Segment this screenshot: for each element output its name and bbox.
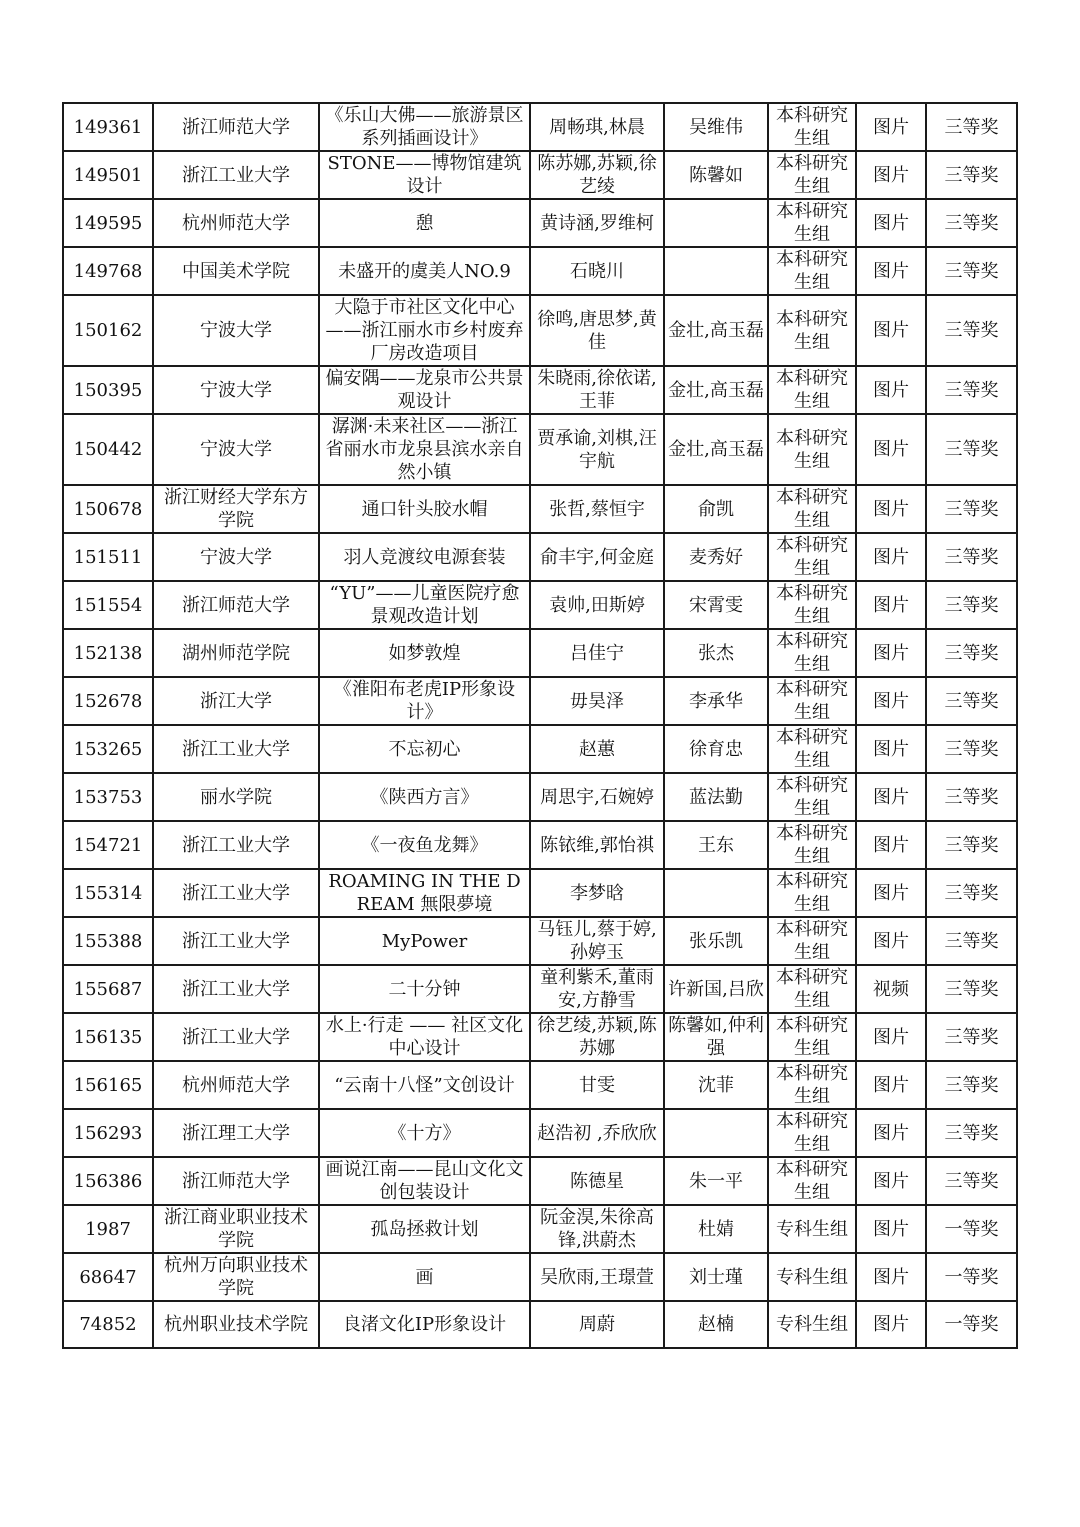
type-cell: 图片	[856, 151, 926, 199]
advisor-cell: 陈馨如,仲利强	[664, 1013, 768, 1061]
group-cell: 本科研究生组	[768, 1061, 856, 1109]
award-cell: 三等奖	[926, 533, 1017, 581]
school-cell: 浙江工业大学	[153, 965, 319, 1013]
title-cell: 未盛开的虞美人NO.9	[319, 247, 530, 295]
type-cell: 图片	[856, 103, 926, 151]
type-cell: 图片	[856, 485, 926, 533]
table-row	[63, 1253, 1017, 1301]
group-cell: 本科研究生组	[768, 199, 856, 247]
id-cell: 149768	[63, 247, 153, 295]
authors-cell: 徐艺绫,苏颖,陈苏娜	[530, 1013, 664, 1061]
title-cell: 憩	[319, 199, 530, 247]
id-cell: 150442	[63, 414, 153, 485]
id-cell: 150678	[63, 485, 153, 533]
title-cell: 《淮阳布老虎IP形象设计》	[319, 677, 530, 725]
title-cell: 《一夜鱼龙舞》	[319, 821, 530, 869]
title-cell: 孤岛拯救计划	[319, 1205, 530, 1253]
advisor-cell	[664, 1109, 768, 1157]
id-cell: 149361	[63, 103, 153, 151]
type-cell: 图片	[856, 1157, 926, 1205]
award-cell: 一等奖	[926, 1253, 1017, 1301]
type-cell: 图片	[856, 1061, 926, 1109]
advisor-cell: 陈馨如	[664, 151, 768, 199]
school-cell: 湖州师范学院	[153, 629, 319, 677]
type-cell: 图片	[856, 1109, 926, 1157]
title-cell: 如梦敦煌	[319, 629, 530, 677]
authors-cell: 黄诗涵,罗维柯	[530, 199, 664, 247]
id-cell: 1987	[63, 1205, 153, 1253]
award-cell: 三等奖	[926, 773, 1017, 821]
table-row	[63, 533, 1017, 581]
school-cell: 浙江财经大学东方学院	[153, 485, 319, 533]
table-row	[63, 917, 1017, 965]
type-cell: 图片	[856, 581, 926, 629]
advisor-cell: 赵楠	[664, 1301, 768, 1348]
group-cell: 本科研究生组	[768, 151, 856, 199]
table-row	[63, 1109, 1017, 1157]
title-cell: 羽人竞渡纹电源套装	[319, 533, 530, 581]
title-cell: 通口针头胶水帽	[319, 485, 530, 533]
authors-cell: 毋昊泽	[530, 677, 664, 725]
id-cell: 149501	[63, 151, 153, 199]
table-row	[63, 773, 1017, 821]
advisor-cell: 俞凯	[664, 485, 768, 533]
school-cell: 浙江师范大学	[153, 581, 319, 629]
table-row	[63, 1301, 1017, 1348]
award-cell: 三等奖	[926, 677, 1017, 725]
group-cell: 本科研究生组	[768, 629, 856, 677]
table-row	[63, 821, 1017, 869]
school-cell: 浙江工业大学	[153, 917, 319, 965]
title-cell: 大隐于市社区文化中心——浙江丽水市乡村废弃厂房改造项目	[319, 295, 530, 366]
school-cell: 杭州师范大学	[153, 199, 319, 247]
title-cell: 水上·行走 —— 社区文化中心设计	[319, 1013, 530, 1061]
group-cell: 本科研究生组	[768, 247, 856, 295]
title-cell: 潺渊·未来社区——浙江省丽水市龙泉县滨水亲自然小镇	[319, 414, 530, 485]
type-cell: 图片	[856, 821, 926, 869]
authors-cell: 陈铱维,郭怡祺	[530, 821, 664, 869]
type-cell: 图片	[856, 1253, 926, 1301]
title-cell: 《乐山大佛——旅游景区系列插画设计》	[319, 103, 530, 151]
advisor-cell: 李承华	[664, 677, 768, 725]
school-cell: 浙江师范大学	[153, 103, 319, 151]
id-cell: 152678	[63, 677, 153, 725]
title-cell: 《陕西方言》	[319, 773, 530, 821]
id-cell: 154721	[63, 821, 153, 869]
type-cell: 图片	[856, 366, 926, 414]
advisor-cell: 金壮,高玉磊	[664, 295, 768, 366]
authors-cell: 甘雯	[530, 1061, 664, 1109]
advisor-cell: 沈菲	[664, 1061, 768, 1109]
type-cell: 图片	[856, 247, 926, 295]
type-cell: 图片	[856, 1301, 926, 1348]
advisor-cell: 王东	[664, 821, 768, 869]
title-cell: 《十方》	[319, 1109, 530, 1157]
id-cell: 153753	[63, 773, 153, 821]
award-cell: 三等奖	[926, 366, 1017, 414]
authors-cell: 吴欣雨,王璟萱	[530, 1253, 664, 1301]
id-cell: 155687	[63, 965, 153, 1013]
id-cell: 149595	[63, 199, 153, 247]
authors-cell: 马钰儿,蔡于婷,孙婷玉	[530, 917, 664, 965]
authors-cell: 赵蕙	[530, 725, 664, 773]
type-cell: 图片	[856, 773, 926, 821]
group-cell: 本科研究生组	[768, 821, 856, 869]
type-cell: 图片	[856, 677, 926, 725]
title-cell: 偏安隅——龙泉市公共景观设计	[319, 366, 530, 414]
group-cell: 专科生组	[768, 1301, 856, 1348]
table-row	[63, 965, 1017, 1013]
authors-cell: 周思宇,石婉婷	[530, 773, 664, 821]
group-cell: 本科研究生组	[768, 485, 856, 533]
advisor-cell: 吴维伟	[664, 103, 768, 151]
school-cell: 宁波大学	[153, 533, 319, 581]
school-cell: 浙江师范大学	[153, 1157, 319, 1205]
award-cell: 三等奖	[926, 247, 1017, 295]
advisor-cell: 麦秀好	[664, 533, 768, 581]
id-cell: 152138	[63, 629, 153, 677]
table-row	[63, 869, 1017, 917]
group-cell: 本科研究生组	[768, 533, 856, 581]
id-cell: 151554	[63, 581, 153, 629]
id-cell: 151511	[63, 533, 153, 581]
school-cell: 浙江工业大学	[153, 725, 319, 773]
advisor-cell: 徐育忠	[664, 725, 768, 773]
id-cell: 156135	[63, 1013, 153, 1061]
school-cell: 浙江工业大学	[153, 821, 319, 869]
authors-cell: 陈苏娜,苏颖,徐艺绫	[530, 151, 664, 199]
group-cell: 本科研究生组	[768, 965, 856, 1013]
authors-cell: 张哲,蔡恒宇	[530, 485, 664, 533]
group-cell: 本科研究生组	[768, 366, 856, 414]
group-cell: 专科生组	[768, 1253, 856, 1301]
table-row	[63, 151, 1017, 199]
table-row	[63, 199, 1017, 247]
advisor-cell	[664, 247, 768, 295]
id-cell: 153265	[63, 725, 153, 773]
id-cell: 74852	[63, 1301, 153, 1348]
school-cell: 杭州万向职业技术学院	[153, 1253, 319, 1301]
table-row	[63, 581, 1017, 629]
award-table	[62, 102, 1018, 1349]
authors-cell: 李梦晗	[530, 869, 664, 917]
school-cell: 中国美术学院	[153, 247, 319, 295]
award-cell: 三等奖	[926, 1157, 1017, 1205]
table-row	[63, 1061, 1017, 1109]
title-cell: “YU”——儿童医院疗愈景观改造计划	[319, 581, 530, 629]
school-cell: 杭州师范大学	[153, 1061, 319, 1109]
title-cell: MyPower	[319, 917, 530, 965]
type-cell: 视频	[856, 965, 926, 1013]
title-cell: 二十分钟	[319, 965, 530, 1013]
group-cell: 本科研究生组	[768, 917, 856, 965]
title-cell: ROAMING IN THE DREAM 無限夢境	[319, 869, 530, 917]
authors-cell: 周蔚	[530, 1301, 664, 1348]
type-cell: 图片	[856, 869, 926, 917]
group-cell: 本科研究生组	[768, 1013, 856, 1061]
award-cell: 三等奖	[926, 103, 1017, 151]
title-cell: 画	[319, 1253, 530, 1301]
type-cell: 图片	[856, 725, 926, 773]
type-cell: 图片	[856, 414, 926, 485]
id-cell: 155314	[63, 869, 153, 917]
title-cell: 良渚文化IP形象设计	[319, 1301, 530, 1348]
id-cell: 155388	[63, 917, 153, 965]
authors-cell: 阮金淏,朱徐高锋,洪蔚杰	[530, 1205, 664, 1253]
type-cell: 图片	[856, 629, 926, 677]
group-cell: 本科研究生组	[768, 773, 856, 821]
id-cell: 150162	[63, 295, 153, 366]
group-cell: 本科研究生组	[768, 1109, 856, 1157]
award-cell: 三等奖	[926, 199, 1017, 247]
type-cell: 图片	[856, 1013, 926, 1061]
school-cell: 浙江工业大学	[153, 869, 319, 917]
authors-cell: 赵浩初 ,乔欣欣	[530, 1109, 664, 1157]
group-cell: 本科研究生组	[768, 1157, 856, 1205]
award-cell: 三等奖	[926, 581, 1017, 629]
table-row	[63, 414, 1017, 485]
group-cell: 本科研究生组	[768, 103, 856, 151]
authors-cell: 俞丰宇,何金庭	[530, 533, 664, 581]
title-cell: 画说江南——昆山文化文创包装设计	[319, 1157, 530, 1205]
advisor-cell: 金壮,高玉磊	[664, 414, 768, 485]
school-cell: 杭州职业技术学院	[153, 1301, 319, 1348]
school-cell: 宁波大学	[153, 414, 319, 485]
advisor-cell: 杜婧	[664, 1205, 768, 1253]
school-cell: 浙江工业大学	[153, 1013, 319, 1061]
id-cell: 156165	[63, 1061, 153, 1109]
school-cell: 浙江理工大学	[153, 1109, 319, 1157]
authors-cell: 石晓川	[530, 247, 664, 295]
title-cell: 不忘初心	[319, 725, 530, 773]
authors-cell: 吕佳宁	[530, 629, 664, 677]
type-cell: 图片	[856, 917, 926, 965]
school-cell: 宁波大学	[153, 295, 319, 366]
group-cell: 本科研究生组	[768, 581, 856, 629]
award-cell: 三等奖	[926, 485, 1017, 533]
id-cell: 68647	[63, 1253, 153, 1301]
id-cell: 150395	[63, 366, 153, 414]
type-cell: 图片	[856, 295, 926, 366]
authors-cell: 朱晓雨,徐依诺,王菲	[530, 366, 664, 414]
table-row	[63, 629, 1017, 677]
advisor-cell: 朱一平	[664, 1157, 768, 1205]
title-cell: “云南十八怪”文创设计	[319, 1061, 530, 1109]
award-cell: 三等奖	[926, 1061, 1017, 1109]
title-cell: STONE——博物馆建筑设计	[319, 151, 530, 199]
authors-cell: 贾承谕,刘棋,汪宇航	[530, 414, 664, 485]
type-cell: 图片	[856, 1205, 926, 1253]
table-row	[63, 677, 1017, 725]
group-cell: 本科研究生组	[768, 677, 856, 725]
authors-cell: 徐鸣,唐思梦,黄佳	[530, 295, 664, 366]
authors-cell: 陈德星	[530, 1157, 664, 1205]
id-cell: 156386	[63, 1157, 153, 1205]
advisor-cell	[664, 199, 768, 247]
advisor-cell: 张乐凯	[664, 917, 768, 965]
award-cell: 一等奖	[926, 1301, 1017, 1348]
school-cell: 宁波大学	[153, 366, 319, 414]
award-cell: 三等奖	[926, 1013, 1017, 1061]
table-row	[63, 103, 1017, 151]
advisor-cell: 张杰	[664, 629, 768, 677]
award-cell: 三等奖	[926, 414, 1017, 485]
authors-cell: 童利紫禾,董雨安,方静雪	[530, 965, 664, 1013]
award-cell: 三等奖	[926, 965, 1017, 1013]
group-cell: 本科研究生组	[768, 295, 856, 366]
advisor-cell: 刘士瑾	[664, 1253, 768, 1301]
table-row	[63, 366, 1017, 414]
group-cell: 本科研究生组	[768, 725, 856, 773]
table-row	[63, 295, 1017, 366]
group-cell: 专科生组	[768, 1205, 856, 1253]
school-cell: 丽水学院	[153, 773, 319, 821]
advisor-cell: 许新国,吕欣	[664, 965, 768, 1013]
group-cell: 本科研究生组	[768, 414, 856, 485]
table-row	[63, 247, 1017, 295]
award-cell: 三等奖	[926, 917, 1017, 965]
advisor-cell	[664, 869, 768, 917]
table-row	[63, 725, 1017, 773]
advisor-cell: 蓝法勤	[664, 773, 768, 821]
award-cell: 三等奖	[926, 869, 1017, 917]
id-cell: 156293	[63, 1109, 153, 1157]
award-cell: 三等奖	[926, 151, 1017, 199]
type-cell: 图片	[856, 199, 926, 247]
authors-cell: 袁帅,田斯婷	[530, 581, 664, 629]
school-cell: 浙江商业职业技术学院	[153, 1205, 319, 1253]
advisor-cell: 金壮,高玉磊	[664, 366, 768, 414]
table-row	[63, 1157, 1017, 1205]
award-cell: 三等奖	[926, 821, 1017, 869]
group-cell: 本科研究生组	[768, 869, 856, 917]
award-cell: 三等奖	[926, 629, 1017, 677]
award-cell: 三等奖	[926, 725, 1017, 773]
table-row	[63, 485, 1017, 533]
authors-cell: 周畅琪,林晨	[530, 103, 664, 151]
table-row	[63, 1205, 1017, 1253]
award-cell: 三等奖	[926, 1109, 1017, 1157]
school-cell: 浙江大学	[153, 677, 319, 725]
award-cell: 一等奖	[926, 1205, 1017, 1253]
school-cell: 浙江工业大学	[153, 151, 319, 199]
award-cell: 三等奖	[926, 295, 1017, 366]
table-row	[63, 1013, 1017, 1061]
advisor-cell: 宋霄雯	[664, 581, 768, 629]
type-cell: 图片	[856, 533, 926, 581]
